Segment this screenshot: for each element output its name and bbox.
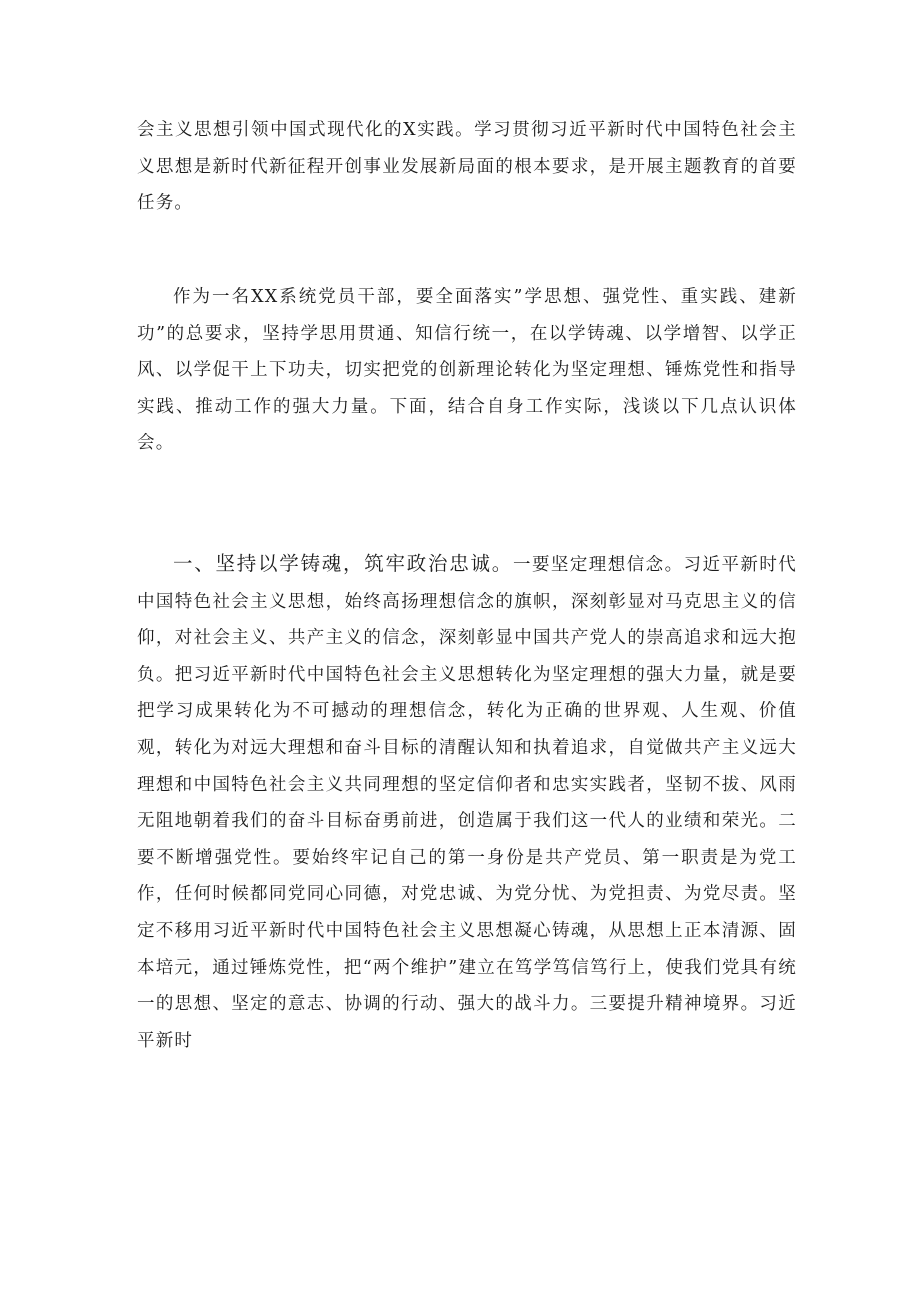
- paragraph-continuation: 会主义思想引领中国式现代化的X实践。学习贯彻习近平新时代中国特色社会主义思想是新时代新征程开创事业发展新局面的根本要求，是开展主题教育的首要任务。: [137, 120, 797, 214]
- paragraph-section-one: [137, 546, 797, 1059]
- section-heading: 一、坚持以学铸魂，筑牢政治忠诚。: [173, 552, 513, 575]
- section-body: 一要坚定理想信念。习近平新时代中国特色社会主义思想，始终高扬理想信念的旗帜，深刻彰显对马克思主义的信仰，对社会主义、共产主义的信念，深刻彰显中国共产党人的崇高追求和远大抱负。把习近平新时代中国特色社会主义思想转化为坚定理想的强大力量，就是要把学习成果转化为不可撼动的理想信念，转化为正确的世界观、人生观、价值观，转化为对远大理想和奋斗目标的清醒认知和执着追求，自觉做共产主义远大理想和中国特色社会主义共同理想的坚定信仰者和忠实实践者，坚韧不拔、风雨无阻地朝着我们的奋斗目标奋勇前进，创造属于我们这一代人的业绩和荣光。二要不断增强党性。要始终牢记自己的第一身份是共产党员、第一职责是为党工作，任何时候都同党同心同德，对党忠诚、为党分忧、为党担责、为党尽责。坚定不移用习近平新时代中国特色社会主义思想凝心铸魂，从思想上正本清源、固本培元，通过锤炼党性，把“两个维护”建立在笃学笃信笃行上，使我们党具有统一的思想、坚定的意志、协调的行动、强大的战斗力。三要提升精神境界。习近平新时: [137, 555, 797, 1051]
- paragraph-intro: 作为一名XX系统党员干部，要全面落实”学思想、强党性、重实践、建新功”的总要求，坚持学思用贯通、知信行统一，在以学铸魂、以学增智、以学正风、以学促干上下功夫，切实把党的创新理论转化为坚定理想、锤炼党性和指导实践、推动工作的强大力量。下面，结合自身工作实际，浅谈以下几点认识体会。: [137, 287, 797, 454]
